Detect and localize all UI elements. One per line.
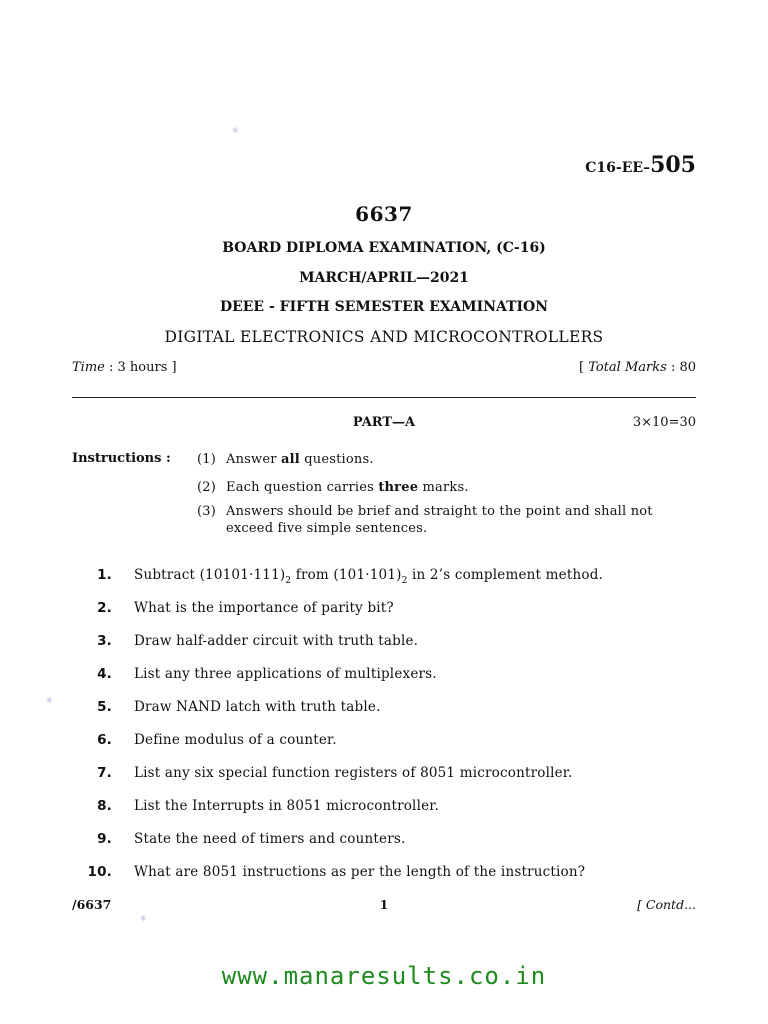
marks-value: : 80 bbox=[670, 360, 696, 375]
watermark-star-icon: * bbox=[46, 696, 53, 711]
watermark-star-icon: * bbox=[140, 914, 147, 929]
footer-paper-code: /6637 bbox=[72, 897, 112, 912]
question-item bbox=[72, 765, 696, 785]
question-text: List any three applications of multiplexers. bbox=[134, 666, 437, 682]
question-number: 3. bbox=[97, 633, 112, 649]
paper-code bbox=[585, 152, 696, 178]
part-marks: 3×10=30 bbox=[632, 415, 696, 430]
question-item bbox=[72, 699, 696, 719]
instruction-emphasis: three bbox=[378, 480, 419, 495]
marks-bracket: [ bbox=[579, 360, 589, 375]
question-text: Draw NAND latch with truth table. bbox=[134, 699, 381, 715]
question-text bbox=[134, 567, 603, 586]
question-number: 8. bbox=[97, 798, 112, 814]
instruction-text: Answers should be brief and straight to the point and shall not exceed five simple sentences. bbox=[226, 504, 653, 536]
instruction-text: questions. bbox=[299, 452, 374, 467]
question-item bbox=[72, 567, 696, 587]
instruction-marker: (2) bbox=[197, 480, 217, 495]
instruction-marker: (1) bbox=[197, 452, 217, 467]
base-subscript: 2 bbox=[285, 576, 292, 586]
question-number: 5. bbox=[97, 699, 112, 715]
instruction-text: marks. bbox=[418, 480, 469, 495]
question-item bbox=[72, 864, 696, 884]
watermark-star-icon: * bbox=[232, 126, 239, 141]
question-text: List any six special function registers of 8051 microcontroller. bbox=[134, 765, 573, 781]
question-text-part: Subtract (10101·111) bbox=[134, 567, 286, 583]
question-item bbox=[72, 831, 696, 851]
question-text: List the Interrupts in 8051 microcontroller. bbox=[134, 798, 439, 814]
continued-note: [ Contd... bbox=[637, 897, 696, 912]
question-text-part: from (101·101) bbox=[291, 567, 402, 583]
instruction-item bbox=[197, 503, 677, 537]
part-heading: PART—A bbox=[352, 415, 416, 430]
question-number: 1. bbox=[97, 567, 112, 583]
base-subscript: 2 bbox=[401, 576, 408, 586]
website-url-link[interactable]: www.manaresults.co.in bbox=[221, 962, 547, 990]
question-text: Define modulus of a counter. bbox=[134, 732, 337, 748]
instruction-item bbox=[197, 479, 677, 496]
exam-number: 6637 bbox=[355, 202, 413, 226]
time-allowed bbox=[72, 360, 177, 375]
total-marks bbox=[579, 360, 696, 375]
exam-session: MARCH/APRIL—2021 bbox=[299, 270, 469, 286]
question-number: 2. bbox=[97, 600, 112, 616]
marks-label: Total Marks bbox=[588, 360, 667, 375]
instruction-emphasis: all bbox=[281, 452, 300, 467]
instructions-label: Instructions : bbox=[72, 451, 171, 466]
header-divider bbox=[72, 397, 696, 398]
paper-code-prefix: C16-EE– bbox=[585, 160, 651, 176]
question-text-part: in 2’s complement method. bbox=[407, 567, 604, 583]
question-item bbox=[72, 600, 696, 620]
semester-title: DEEE - FIFTH SEMESTER EXAMINATION bbox=[219, 299, 549, 315]
board-title: BOARD DIPLOMA EXAMINATION, (C-16) bbox=[222, 240, 546, 256]
instruction-item bbox=[197, 451, 677, 468]
instruction-text: Each question carries bbox=[226, 480, 379, 495]
question-text: Draw half-adder circuit with truth table. bbox=[134, 633, 419, 649]
instruction-text: Answer bbox=[226, 452, 281, 467]
question-item bbox=[72, 666, 696, 686]
page-number: 1 bbox=[379, 897, 389, 912]
subject-title: DIGITAL ELECTRONICS AND MICROCONTROLLERS bbox=[164, 328, 604, 346]
question-text: State the need of timers and counters. bbox=[134, 831, 406, 847]
paper-code-number: 505 bbox=[650, 152, 696, 178]
question-number: 6. bbox=[97, 732, 112, 748]
time-value: : 3 hours ] bbox=[109, 360, 177, 375]
question-number: 9. bbox=[97, 831, 112, 847]
question-item bbox=[72, 633, 696, 653]
question-item bbox=[72, 798, 696, 818]
question-number: 4. bbox=[97, 666, 112, 682]
question-item bbox=[72, 732, 696, 752]
question-number: 10. bbox=[87, 864, 112, 880]
question-text: What are 8051 instructions as per the length of the instruction? bbox=[134, 864, 586, 880]
time-label: Time bbox=[72, 360, 105, 375]
instruction-marker: (3) bbox=[197, 504, 217, 519]
question-text: What is the importance of parity bit? bbox=[134, 600, 394, 616]
question-number: 7. bbox=[97, 765, 112, 781]
